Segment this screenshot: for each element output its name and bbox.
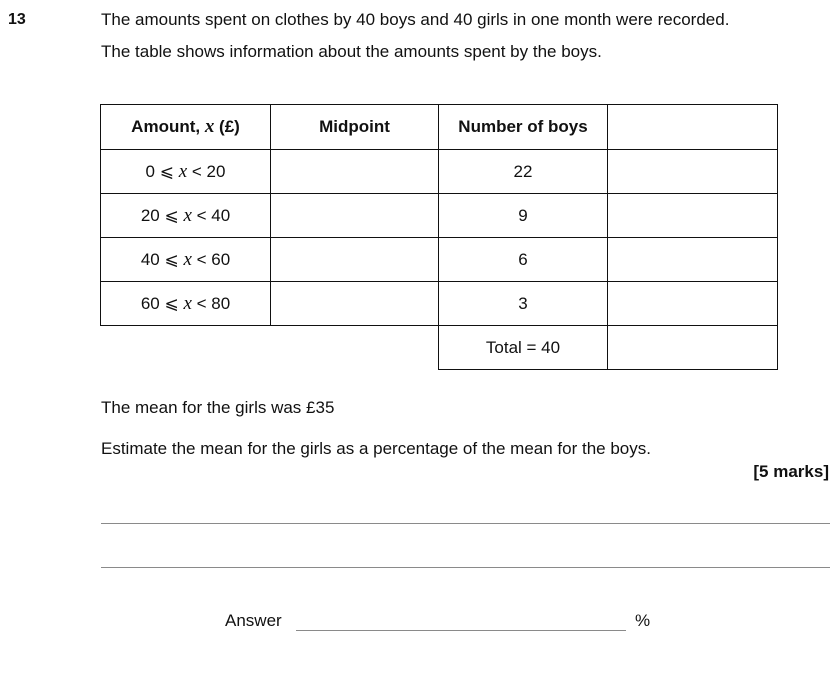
table-row — [101, 150, 778, 194]
table-row — [101, 194, 778, 238]
marks-label: [5 marks] — [753, 462, 829, 481]
header-extra-column[interactable] — [608, 105, 778, 150]
amount-interval: 60 ⩽ x < 80 — [101, 282, 271, 326]
count-cell: 3 — [439, 282, 608, 326]
midpoint-cell[interactable] — [271, 194, 439, 238]
count-cell: 6 — [439, 238, 608, 282]
extra-cell[interactable] — [608, 194, 778, 238]
table-header-row — [101, 105, 778, 150]
instruction-text: Estimate the mean for the girls as a percentage of the mean for the boys. — [101, 439, 651, 458]
answer-unit: % — [635, 611, 651, 630]
table-row — [101, 282, 778, 326]
empty-cell — [101, 326, 271, 370]
count-cell: 9 — [439, 194, 608, 238]
frequency-table — [100, 104, 778, 370]
empty-cell — [271, 326, 439, 370]
midpoint-cell[interactable] — [271, 238, 439, 282]
answer-input-line[interactable] — [296, 630, 626, 631]
header-amount: Amount, x (£) — [101, 105, 271, 150]
table-row — [101, 238, 778, 282]
amount-interval: 40 ⩽ x < 60 — [101, 238, 271, 282]
working-line-2[interactable] — [101, 567, 830, 568]
midpoint-cell[interactable] — [271, 282, 439, 326]
table-total-row — [101, 326, 778, 370]
amount-interval: 0 ⩽ x < 20 — [101, 150, 271, 194]
girls-mean-statement: The mean for the girls was £35 — [101, 398, 335, 417]
extra-cell[interactable] — [608, 282, 778, 326]
question-number: 13 — [8, 11, 26, 28]
count-cell: 22 — [439, 150, 608, 194]
amount-interval: 20 ⩽ x < 40 — [101, 194, 271, 238]
total-cell: Total = 40 — [439, 326, 608, 370]
working-line-1[interactable] — [101, 523, 830, 524]
extra-cell[interactable] — [608, 238, 778, 282]
extra-cell[interactable] — [608, 150, 778, 194]
intro-text-line-1: The amounts spent on clothes by 40 boys and 40 girls in one month were recorded. — [101, 10, 730, 29]
midpoint-cell[interactable] — [271, 150, 439, 194]
intro-text-line-2: The table shows information about the amounts spent by the boys. — [101, 42, 602, 61]
header-number-of-boys: Number of boys — [439, 105, 608, 150]
total-extra-cell[interactable] — [608, 326, 778, 370]
answer-label: Answer — [225, 611, 282, 630]
header-midpoint: Midpoint — [271, 105, 439, 150]
